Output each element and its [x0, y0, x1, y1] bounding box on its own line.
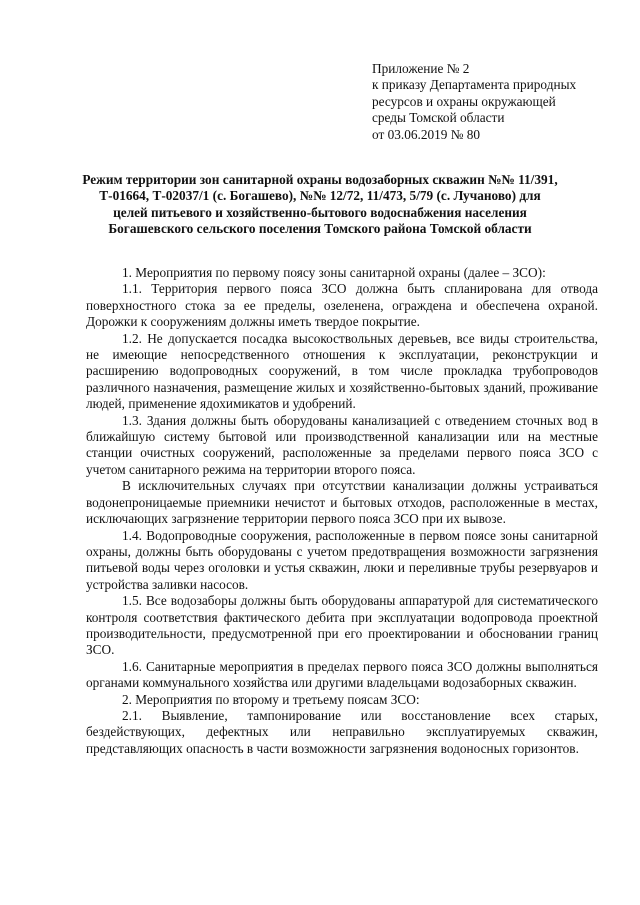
paragraph-1-4: 1.4. Водопроводные сооружения, расположенные в первом поясе зоны санитарной охраны, должны быть оборудованы с учетом предотвращения возможности загрязнения питьевой воды через оголовки и устья скважин, люки и переливные трубы резервуаров и устройства заливки насосов. [86, 527, 598, 592]
appendix-line: Приложение № 2 [372, 61, 470, 76]
title-line: Т-01664, Т-02037/1 (с. Богашево), №№ 12/72, 11/473, 5/79 (с. Лучаново) для [99, 188, 541, 204]
paragraph-1-3-exception: В исключительных случаях при отсутствии канализации должны устраиваться водонепроницаемые приемники нечистот и бытовых отходов, расположенные в местах, исключающих загрязнение территории первого пояса ЗСО при их вывозе. [86, 478, 598, 527]
paragraph-1-2: 1.2. Не допускается посадка высокоствольных деревьев, все виды строительства, не имеющие непосредственного отношения к эксплуатации, реконструкции и расширению водопроводных сооружений, в том числе прокладка трубопроводов различного назначения, размещение жилых и хозяйственно-бытовых зданий, проживание людей, применение ядохимикатов и удобрений. [86, 330, 598, 412]
paragraph-1-1: 1.1. Территория первого пояса ЗСО должна быть спланирована для отвода поверхностного стока за ее пределы, озеленена, ограждена и обеспечена охраной. Дорожки к сооружениям должны иметь твердое покрытие. [86, 281, 598, 330]
title-line: Режим территории зон санитарной охраны водозаборных скважин №№ 11/391, [82, 172, 558, 187]
appendix-line: к приказу Департамента природных [372, 77, 577, 93]
document-title [80, 172, 560, 238]
appendix-line: от 03.06.2019 № 80 [372, 126, 481, 142]
document-body [86, 265, 598, 757]
appendix-line: среды Томской области [372, 110, 505, 126]
paragraph-1-3: 1.3. Здания должны быть оборудованы канализацией с отведением сточных вод в ближайшую систему бытовой или производственной канализации или на местные станции очистных сооружений, расположенные за пределами первого пояса ЗСО с учетом санитарного режима на территории второго пояса. [86, 412, 598, 477]
section-heading-2: 2. Мероприятия по второму и третьему поясам ЗСО: [122, 691, 420, 707]
title-line: целей питьевого и хозяйственно-бытового водоснабжения населения [113, 204, 527, 220]
paragraph-2-1: 2.1. Выявление, тампонирование или восстановление всех старых, бездействующих, дефектных или неправильно эксплуатируемых скважин, представляющих опасность в части возможности загрязнения водоносных горизонтов. [86, 707, 598, 756]
appendix-header [372, 61, 612, 143]
paragraph-1-6: 1.6. Санитарные мероприятия в пределах первого пояса ЗСО должны выполняться органами коммунального хозяйства или другими владельцами водозаборных скважин. [86, 658, 598, 691]
title-line: Богашевского сельского поселения Томского района Томской области [108, 221, 532, 237]
paragraph-1-5: 1.5. Все водозаборы должны быть оборудованы аппаратурой для систематического контроля соответствия фактического дебита при эксплуатации водопровода проектной производительности, предусмотренной при его проектировании и обосновании границ ЗСО. [86, 593, 598, 658]
appendix-line: ресурсов и охраны окружающей [372, 93, 556, 109]
section-heading-1: 1. Мероприятия по первому поясу зоны санитарной охраны (далее – ЗСО): [122, 265, 546, 280]
